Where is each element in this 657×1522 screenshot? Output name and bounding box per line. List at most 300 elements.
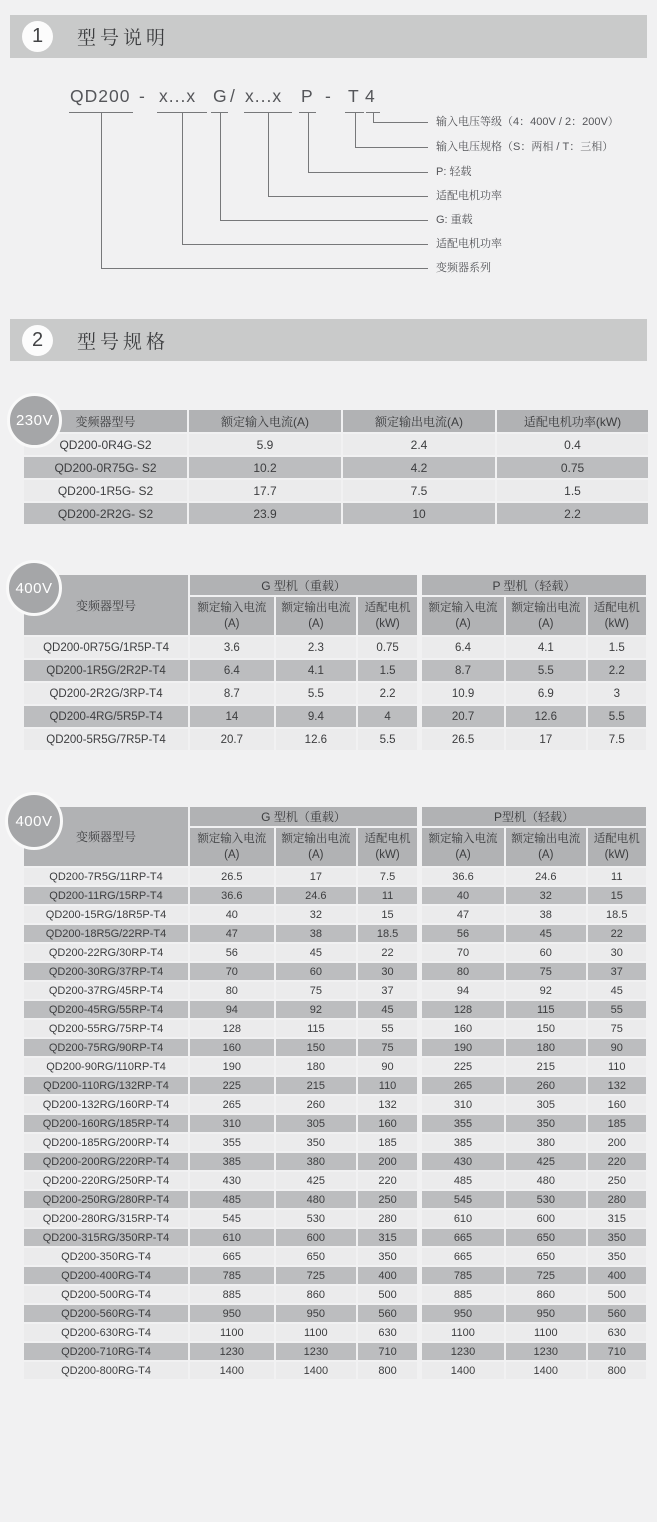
- spec-table-400v-large: [22, 805, 648, 1381]
- value-cell: 2.3: [275, 636, 358, 659]
- group-header-p-light: P型机（轻载）: [419, 806, 647, 827]
- model-cell: QD200-90RG/110RP-T4: [23, 1057, 189, 1076]
- model-cell: QD200-630RG-T4: [23, 1323, 189, 1342]
- model-cell: QD200-160RG/185RP-T4: [23, 1114, 189, 1133]
- table-row: [23, 682, 647, 705]
- value-cell: 8.7: [420, 659, 506, 682]
- table-row: [23, 659, 647, 682]
- model-segment-power-p: x...x: [245, 86, 283, 106]
- value-cell: 260: [275, 1095, 358, 1114]
- value-cell: 3: [587, 682, 647, 705]
- value-cell: 1100: [419, 1323, 505, 1342]
- value-cell: 30: [357, 962, 419, 981]
- value-cell: 12.6: [505, 705, 587, 728]
- model-segment-slash: /: [230, 86, 236, 106]
- value-cell: 260: [505, 1076, 587, 1095]
- value-cell: 17: [505, 728, 587, 751]
- value-cell: 350: [587, 1228, 647, 1247]
- value-cell: 545: [189, 1209, 275, 1228]
- value-cell: 305: [505, 1095, 587, 1114]
- value-cell: 315: [357, 1228, 419, 1247]
- model-cell: QD200-1R5G- S2: [23, 479, 188, 502]
- value-cell: 250: [587, 1171, 647, 1190]
- value-cell: 11: [587, 867, 647, 886]
- value-cell: 355: [419, 1114, 505, 1133]
- value-cell: 950: [419, 1304, 505, 1323]
- value-cell: 5.9: [188, 433, 342, 456]
- model-code-diagram: [0, 0, 657, 300]
- value-cell: 17: [275, 867, 358, 886]
- value-cell: 190: [419, 1038, 505, 1057]
- model-cell: QD200-1R5G/2R2P-T4: [23, 659, 189, 682]
- sub-header-input-current: 额定输入电流 (A): [419, 827, 505, 867]
- column-header-model: 变频器型号: [23, 806, 189, 867]
- model-cell: QD200-45RG/55RP-T4: [23, 1000, 189, 1019]
- value-cell: 265: [419, 1076, 505, 1095]
- value-cell: 56: [419, 924, 505, 943]
- table-row: [23, 1209, 647, 1228]
- model-segment-p: P: [301, 86, 314, 106]
- table-row: [23, 1038, 647, 1057]
- column-header-model: 变频器型号: [23, 574, 189, 636]
- value-cell: 2.2: [587, 659, 647, 682]
- sub-header-motor-power: 适配电机 (kW): [587, 827, 647, 867]
- value-cell: 785: [419, 1266, 505, 1285]
- value-cell: 560: [357, 1304, 419, 1323]
- section-number-badge: 1: [22, 21, 53, 52]
- value-cell: 0.75: [496, 456, 649, 479]
- value-cell: 128: [419, 1000, 505, 1019]
- value-cell: 32: [275, 905, 358, 924]
- value-cell: 40: [189, 905, 275, 924]
- model-cell: QD200-55RG/75RP-T4: [23, 1019, 189, 1038]
- value-cell: 530: [275, 1209, 358, 1228]
- table-row: [23, 1076, 647, 1095]
- value-cell: 950: [189, 1304, 275, 1323]
- value-cell: 11: [357, 886, 419, 905]
- value-cell: 425: [275, 1171, 358, 1190]
- value-cell: 350: [505, 1114, 587, 1133]
- group-header-row: [23, 574, 647, 596]
- value-cell: 70: [419, 943, 505, 962]
- model-segment-4: 4: [365, 86, 376, 106]
- sub-header-output-current: 额定输出电流 (A): [505, 596, 587, 636]
- value-cell: 710: [357, 1342, 419, 1361]
- value-cell: 18.5: [587, 905, 647, 924]
- value-cell: 6.4: [189, 659, 275, 682]
- table-row: [23, 433, 649, 456]
- value-cell: 15: [357, 905, 419, 924]
- value-cell: 280: [587, 1190, 647, 1209]
- value-cell: 5.5: [275, 682, 358, 705]
- value-cell: 45: [275, 943, 358, 962]
- table-row: [23, 1266, 647, 1285]
- model-cell: QD200-22RG/30RP-T4: [23, 943, 189, 962]
- value-cell: 185: [587, 1114, 647, 1133]
- value-cell: 18.5: [357, 924, 419, 943]
- value-cell: 650: [505, 1247, 587, 1266]
- section-title: 型号说明: [77, 28, 170, 49]
- value-cell: 5.5: [587, 705, 647, 728]
- value-cell: 4: [357, 705, 419, 728]
- value-cell: 92: [275, 1000, 358, 1019]
- model-cell: QD200-350RG-T4: [23, 1247, 189, 1266]
- value-cell: 530: [505, 1190, 587, 1209]
- value-cell: 55: [587, 1000, 647, 1019]
- value-cell: 2.2: [357, 682, 419, 705]
- model-cell: QD200-185RG/200RP-T4: [23, 1133, 189, 1152]
- table-row: [23, 962, 647, 981]
- sub-header-motor-power: 适配电机 (kW): [357, 827, 419, 867]
- value-cell: 785: [189, 1266, 275, 1285]
- table-row: [23, 1247, 647, 1266]
- value-cell: 128: [189, 1019, 275, 1038]
- value-cell: 160: [189, 1038, 275, 1057]
- value-cell: 190: [189, 1057, 275, 1076]
- column-header-output-current: 额定输出电流(A): [342, 409, 496, 433]
- table-row: [23, 1190, 647, 1209]
- value-cell: 132: [587, 1076, 647, 1095]
- model-cell: QD200-110RG/132RP-T4: [23, 1076, 189, 1095]
- column-header-input-current: 额定输入电流(A): [188, 409, 342, 433]
- model-cell: QD200-220RG/250RP-T4: [23, 1171, 189, 1190]
- value-cell: 180: [275, 1057, 358, 1076]
- column-header-model: 变频器型号: [23, 409, 188, 433]
- value-cell: 630: [357, 1323, 419, 1342]
- value-cell: 9.4: [275, 705, 358, 728]
- table-row: [23, 1095, 647, 1114]
- value-cell: 610: [419, 1209, 505, 1228]
- value-cell: 545: [419, 1190, 505, 1209]
- model-cell: QD200-2R2G/3RP-T4: [23, 682, 189, 705]
- value-cell: 110: [587, 1057, 647, 1076]
- value-cell: 94: [419, 981, 505, 1000]
- callout-motor-power-p: 适配电机功率: [436, 190, 502, 202]
- value-cell: 380: [505, 1133, 587, 1152]
- value-cell: 385: [189, 1152, 275, 1171]
- sub-header-input-current: 额定输入电流 (A): [189, 596, 275, 636]
- value-cell: 430: [419, 1152, 505, 1171]
- value-cell: 30: [587, 943, 647, 962]
- model-cell: QD200-37RG/45RP-T4: [23, 981, 189, 1000]
- table-row: [23, 1285, 647, 1304]
- value-cell: 1100: [275, 1323, 358, 1342]
- value-cell: 160: [587, 1095, 647, 1114]
- spec-table-230v: [22, 408, 650, 526]
- value-cell: 92: [505, 981, 587, 1000]
- table-row: [23, 728, 647, 751]
- spec-table-400v-small: [22, 573, 648, 752]
- value-cell: 4.2: [342, 456, 496, 479]
- value-cell: 610: [189, 1228, 275, 1247]
- model-cell: QD200-15RG/18R5P-T4: [23, 905, 189, 924]
- value-cell: 10: [342, 502, 496, 525]
- table-row: [23, 456, 649, 479]
- value-cell: 6.9: [505, 682, 587, 705]
- value-cell: 950: [505, 1304, 587, 1323]
- value-cell: 860: [505, 1285, 587, 1304]
- value-cell: 315: [587, 1209, 647, 1228]
- value-cell: 1230: [189, 1342, 275, 1361]
- value-cell: 1400: [275, 1361, 358, 1380]
- value-cell: 3.6: [189, 636, 275, 659]
- model-cell: QD200-200RG/220RP-T4: [23, 1152, 189, 1171]
- value-cell: 310: [189, 1114, 275, 1133]
- value-cell: 115: [275, 1019, 358, 1038]
- value-cell: 380: [275, 1152, 358, 1171]
- value-cell: 860: [275, 1285, 358, 1304]
- value-cell: 40: [419, 886, 505, 905]
- table-row: [23, 981, 647, 1000]
- value-cell: 24.6: [275, 886, 358, 905]
- value-cell: 26.5: [420, 728, 506, 751]
- value-cell: 385: [419, 1133, 505, 1152]
- voltage-badge-230v: 230V: [7, 393, 62, 448]
- value-cell: 20.7: [420, 705, 506, 728]
- value-cell: 485: [189, 1190, 275, 1209]
- table-row: [23, 1171, 647, 1190]
- value-cell: 38: [275, 924, 358, 943]
- value-cell: 22: [587, 924, 647, 943]
- table-row: [23, 705, 647, 728]
- sub-header-motor-power: 适配电机 (kW): [357, 596, 419, 636]
- model-segment-t: T: [348, 86, 360, 106]
- value-cell: 650: [505, 1228, 587, 1247]
- section-number-badge: 2: [22, 325, 53, 356]
- model-cell: QD200-4RG/5R5P-T4: [23, 705, 189, 728]
- value-cell: 1400: [505, 1361, 587, 1380]
- value-cell: 7.5: [357, 867, 419, 886]
- table-row: [23, 636, 647, 659]
- value-cell: 47: [189, 924, 275, 943]
- table-row: [23, 1361, 647, 1380]
- model-cell: QD200-710RG-T4: [23, 1342, 189, 1361]
- sub-header-output-current: 额定输出电流 (A): [275, 596, 358, 636]
- model-cell: QD200-800RG-T4: [23, 1361, 189, 1380]
- column-header-motor-power: 适配电机功率(kW): [496, 409, 649, 433]
- table-row: [23, 905, 647, 924]
- model-cell: QD200-11RG/15RP-T4: [23, 886, 189, 905]
- value-cell: 4.1: [505, 636, 587, 659]
- sub-header-motor-power: 适配电机 (kW): [587, 596, 647, 636]
- value-cell: 215: [505, 1057, 587, 1076]
- value-cell: 45: [587, 981, 647, 1000]
- value-cell: 200: [587, 1133, 647, 1152]
- value-cell: 1100: [505, 1323, 587, 1342]
- callout-voltage-spec: 输入电压规格（S：两相 / T：三相）: [436, 141, 614, 153]
- value-cell: 24.6: [505, 867, 587, 886]
- model-cell: QD200-560RG-T4: [23, 1304, 189, 1323]
- value-cell: 800: [587, 1361, 647, 1380]
- callout-voltage-class: 输入电压等级（4：400V / 2：200V）: [436, 116, 619, 128]
- value-cell: 305: [275, 1114, 358, 1133]
- value-cell: 90: [587, 1038, 647, 1057]
- model-segment-dash: -: [139, 86, 146, 106]
- value-cell: 630: [587, 1323, 647, 1342]
- value-cell: 23.9: [188, 502, 342, 525]
- value-cell: 17.7: [188, 479, 342, 502]
- value-cell: 14: [189, 705, 275, 728]
- value-cell: 425: [505, 1152, 587, 1171]
- sub-header-input-current: 额定输入电流 (A): [420, 596, 506, 636]
- value-cell: 150: [275, 1038, 358, 1057]
- model-cell: QD200-0R75G/1R5P-T4: [23, 636, 189, 659]
- model-cell: QD200-5R5G/7R5P-T4: [23, 728, 189, 751]
- value-cell: 480: [275, 1190, 358, 1209]
- value-cell: 180: [505, 1038, 587, 1057]
- sub-header-output-current: 额定输出电流 (A): [505, 827, 587, 867]
- value-cell: 725: [505, 1266, 587, 1285]
- value-cell: 75: [505, 962, 587, 981]
- value-cell: 4.1: [275, 659, 358, 682]
- value-cell: 215: [275, 1076, 358, 1095]
- value-cell: 45: [357, 1000, 419, 1019]
- header-row: [23, 409, 649, 433]
- value-cell: 10.2: [188, 456, 342, 479]
- value-cell: 5.5: [357, 728, 419, 751]
- value-cell: 94: [189, 1000, 275, 1019]
- value-cell: 37: [587, 962, 647, 981]
- value-cell: 47: [419, 905, 505, 924]
- value-cell: 56: [189, 943, 275, 962]
- value-cell: 885: [189, 1285, 275, 1304]
- group-header-g-heavy: G 型机（重载）: [189, 574, 419, 596]
- value-cell: 225: [419, 1057, 505, 1076]
- value-cell: 5.5: [505, 659, 587, 682]
- table-row: [23, 924, 647, 943]
- value-cell: 0.4: [496, 433, 649, 456]
- value-cell: 665: [419, 1228, 505, 1247]
- table-row: [23, 886, 647, 905]
- table-row: [23, 1323, 647, 1342]
- value-cell: 75: [357, 1038, 419, 1057]
- value-cell: 485: [419, 1171, 505, 1190]
- model-cell: QD200-250RG/280RP-T4: [23, 1190, 189, 1209]
- voltage-badge-400v-1: 400V: [6, 560, 62, 616]
- table-row: [23, 1000, 647, 1019]
- model-cell: QD200-400RG-T4: [23, 1266, 189, 1285]
- value-cell: 150: [505, 1019, 587, 1038]
- value-cell: 70: [189, 962, 275, 981]
- value-cell: 115: [505, 1000, 587, 1019]
- value-cell: 37: [357, 981, 419, 1000]
- value-cell: 430: [189, 1171, 275, 1190]
- value-cell: 500: [357, 1285, 419, 1304]
- value-cell: 400: [357, 1266, 419, 1285]
- value-cell: 185: [357, 1133, 419, 1152]
- value-cell: 665: [189, 1247, 275, 1266]
- value-cell: 200: [357, 1152, 419, 1171]
- sub-header-input-current: 额定输入电流 (A): [189, 827, 275, 867]
- table-row: [23, 1228, 647, 1247]
- value-cell: 45: [505, 924, 587, 943]
- callout-g-heavy-load: G: 重载: [436, 214, 473, 226]
- value-cell: 32: [505, 886, 587, 905]
- group-header-p-light: P 型机（轻载）: [420, 574, 647, 596]
- model-cell: QD200-7R5G/11RP-T4: [23, 867, 189, 886]
- value-cell: 560: [587, 1304, 647, 1323]
- value-cell: 355: [189, 1133, 275, 1152]
- callout-p-light-load: P: 轻载: [436, 166, 472, 178]
- value-cell: 350: [275, 1133, 358, 1152]
- value-cell: 1.5: [496, 479, 649, 502]
- model-cell: QD200-30RG/37RP-T4: [23, 962, 189, 981]
- value-cell: 1.5: [587, 636, 647, 659]
- section-bar-2: [10, 319, 647, 361]
- value-cell: 38: [505, 905, 587, 924]
- value-cell: 0.75: [357, 636, 419, 659]
- value-cell: 132: [357, 1095, 419, 1114]
- value-cell: 1230: [419, 1342, 505, 1361]
- value-cell: 280: [357, 1209, 419, 1228]
- model-segment-power-g: x...x: [159, 86, 197, 106]
- value-cell: 480: [505, 1171, 587, 1190]
- value-cell: 1100: [189, 1323, 275, 1342]
- value-cell: 1230: [275, 1342, 358, 1361]
- value-cell: 950: [275, 1304, 358, 1323]
- table-row: [23, 1114, 647, 1133]
- table-row: [23, 502, 649, 525]
- value-cell: 110: [357, 1076, 419, 1095]
- model-cell: QD200-2R2G- S2: [23, 502, 188, 525]
- value-cell: 22: [357, 943, 419, 962]
- value-cell: 75: [275, 981, 358, 1000]
- value-cell: 250: [357, 1190, 419, 1209]
- value-cell: 885: [419, 1285, 505, 1304]
- value-cell: 55: [357, 1019, 419, 1038]
- value-cell: 7.5: [587, 728, 647, 751]
- value-cell: 36.6: [189, 886, 275, 905]
- group-header-g-heavy: G 型机（重载）: [189, 806, 419, 827]
- value-cell: 225: [189, 1076, 275, 1095]
- table-row: [23, 479, 649, 502]
- table-row: [23, 867, 647, 886]
- value-cell: 75: [587, 1019, 647, 1038]
- value-cell: 2.4: [342, 433, 496, 456]
- sub-header-output-current: 额定输出电流 (A): [275, 827, 358, 867]
- value-cell: 80: [189, 981, 275, 1000]
- value-cell: 310: [419, 1095, 505, 1114]
- value-cell: 12.6: [275, 728, 358, 751]
- value-cell: 90: [357, 1057, 419, 1076]
- value-cell: 36.6: [419, 867, 505, 886]
- value-cell: 8.7: [189, 682, 275, 705]
- value-cell: 725: [275, 1266, 358, 1285]
- value-cell: 600: [275, 1228, 358, 1247]
- value-cell: 665: [419, 1247, 505, 1266]
- voltage-badge-400v-2: 400V: [5, 792, 63, 850]
- value-cell: 2.2: [496, 502, 649, 525]
- model-cell: QD200-18R5G/22RP-T4: [23, 924, 189, 943]
- value-cell: 220: [357, 1171, 419, 1190]
- value-cell: 26.5: [189, 867, 275, 886]
- table-row: [23, 943, 647, 962]
- model-cell: QD200-315RG/350RP-T4: [23, 1228, 189, 1247]
- value-cell: 220: [587, 1152, 647, 1171]
- model-cell: QD200-75RG/90RP-T4: [23, 1038, 189, 1057]
- value-cell: 500: [587, 1285, 647, 1304]
- value-cell: 80: [419, 962, 505, 981]
- model-segment-dash2: -: [325, 86, 332, 106]
- value-cell: 600: [505, 1209, 587, 1228]
- table-row: [23, 1152, 647, 1171]
- group-header-row: [23, 806, 647, 827]
- value-cell: 710: [587, 1342, 647, 1361]
- section-title: 型号规格: [77, 331, 170, 353]
- value-cell: 60: [275, 962, 358, 981]
- table-row: [23, 1342, 647, 1361]
- table-row: [23, 1133, 647, 1152]
